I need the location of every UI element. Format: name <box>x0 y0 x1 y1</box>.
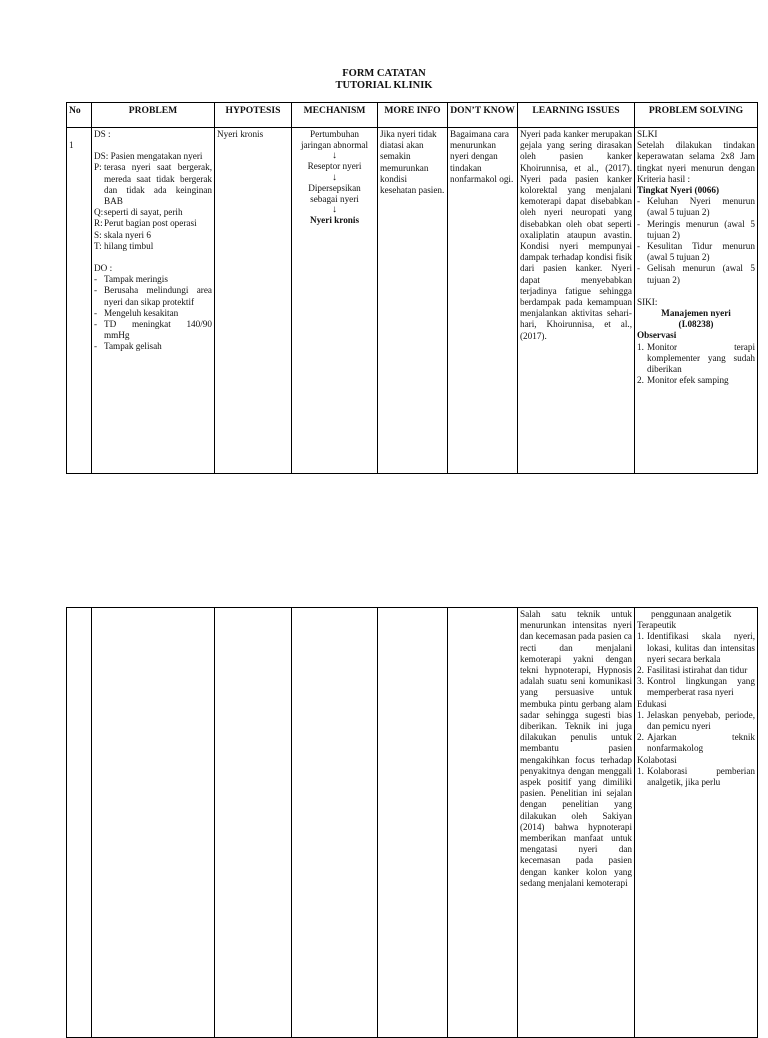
do-item: TD meningkat 140/90 mmHg <box>104 319 212 341</box>
tutorial-table-page2 <box>66 607 758 1038</box>
pqrst-q: seperti di sayat, perih <box>104 207 183 218</box>
col-header-more-info: MORE INFO <box>378 103 448 128</box>
hypotesis-cell: Nyeri kronis <box>215 128 292 474</box>
ds-text: DS: Pasien mengatakan nyeri <box>94 151 203 162</box>
mechanism-step2: Reseptor nyeri <box>307 161 362 172</box>
problem-cell <box>92 608 215 1038</box>
pqrst-r: Perut bagian post operasi <box>104 218 197 229</box>
col-header-problem: PROBLEM <box>92 103 215 128</box>
edukasi-label: Edukasi <box>637 698 667 709</box>
pqrst-t: hilang timbul <box>104 240 154 251</box>
mechanism-step3: Dipersepsikan sebagai nyeri <box>308 182 361 204</box>
edukasi-item: Jelaskan penyebab, periode, dan pemicu nyeri <box>647 709 755 732</box>
siki-label: SIKI: <box>637 296 658 307</box>
problem-solving-cell: penggunaan analgetik Terapeutik 1. Identifikasi skala nyeri, lokasi, kulitas dan intensitas nyeri secara berkala 2. Fasilitasi istirahat dan tidur 3. Kontrol lingkungan yang memperberat rasa nyeri Edukasi 1. Jelaskan penyebab, periode, dan pemicu nyeri 2. Ajarkan teknik nonfarmakolog Kolabotasi 1. Kolaborasi pemberian analgetik, jika perlu <box>635 608 758 1038</box>
do-label: DO : <box>94 263 113 274</box>
form-title: FORM CATATAN <box>342 68 426 79</box>
hypotesis-cell <box>215 608 292 1038</box>
more-info-cell <box>378 608 448 1038</box>
slki-text: Setelah dilakukan tindakan keperawatan selama 2x8 Jam tingkat nyeri menurun dengan Kriteria hasil : <box>637 140 755 184</box>
kriteria-item: Kesulitan Tidur menurun (awal 5 tujuan 2) <box>647 241 755 263</box>
kolaborasi-label: Kolabotasi <box>637 754 677 765</box>
kriteria-item: Keluhan Nyeri menurun (awal 5 tujuan 2) <box>647 196 755 218</box>
problem-cell: DS : DS: Pasien mengatakan nyeri P: terasa nyeri saat bergerak, mereda saat tidak bergerak dan tidak ada keinginan BAB Q: seperti di sayat, perih R: Perut bagian post operasi S: skala nyeri 6 T: hilang timbul DO : - Tampak meringis - Berusaha melindungi area nyeri dan sikap protektif - Mengeluh kesakitan - TD meningkat 140/90 mmHg - Tampak gelisah <box>92 128 215 474</box>
learning-issues-cell: Nyeri pada kanker merupakan gejala yang sering dirasakan oleh pasien kanker Khoirunnisa, et al., (2017). Nyeri pada pasien kanker kolorektal yang menjalani kemoterapi dapat disebabkan oleh nyeri neuropati yang disebabkan oleh obat seperti oxaliplatin ataupun avastin. Kondisi nyeri mempunyai dampak terhadap kondisi fisik dari pasien kanker. Nyeri dapat menyebabkan terjadinya fatigue sehingga berdampak pada kemampuan menjalankan aktivitas sehari-hari, Khoirunnisa, et al., (2017). <box>518 128 635 474</box>
mechanism-result: Nyeri kronis <box>309 215 360 226</box>
ds-label: DS : <box>94 129 111 139</box>
arrow-down-icon: ↓ <box>332 171 337 183</box>
do-item: Berusaha melindungi area nyeri dan sikap protektif <box>104 285 212 307</box>
slki-label: SLKI <box>637 129 658 139</box>
col-header-learning-issues: LEARNING ISSUES <box>518 103 635 128</box>
do-item: Mengeluh kesakitan <box>104 307 179 318</box>
arrow-down-icon: ↓ <box>332 204 337 216</box>
observasi-item: Monitor terapi komplementer yang sudah diberikan <box>647 341 755 375</box>
kriteria-item: Meringis menurun (awal 5 tujuan 2) <box>647 218 755 240</box>
col-header-mechanism: MECHANISM <box>292 103 378 128</box>
col-header-problem-solving: PROBLEM SOLVING <box>635 103 758 128</box>
problem-solving-cell: SLKI Setelah dilakukan tindakan keperawatan selama 2x8 Jam tingkat nyeri menurun dengan Kriteria hasil : Tingkat Nyeri (0066) - Keluhan Nyeri menurun (awal 5 tujuan 2) - Meringis menurun (awal 5 tujuan 2) - Kesulitan Tidur menurun (awal 5 tujuan 2) - Gelisah menurun (awal 5 tujuan 2) SIKI: Manajemen nyeri (I.08238) Observasi 1. Monitor terapi komplementer yang sudah diberikan 2. Monitor efek samping <box>635 128 758 474</box>
tutorial-table-page1 <box>66 102 758 474</box>
dont-know-cell <box>448 608 518 1038</box>
do-item: Tampak gelisah <box>104 341 162 352</box>
mechanism-cell <box>292 128 378 474</box>
row-number: 1 <box>67 128 92 474</box>
siki-title: Manajemen nyeri <box>661 308 731 319</box>
terapeutik-item: Kontrol lingkungan yang memperberat rasa nyeri <box>647 676 755 698</box>
col-header-hypotesis: HYPOTESIS <box>215 103 292 128</box>
pqrst-p: terasa nyeri saat bergerak, mereda saat tidak bergerak dan tidak ada keinginan BAB <box>104 162 212 207</box>
learning-issues-cell: Salah satu teknik untuk menurunkan intensitas nyeri dan kecemasan pada pasien ca recti dan menjalani kemoterapi yakni dengan tekni hypnoterapi, Hypnosis adalah suatu seni komunikasi yang persuasive untuk membuka pintu gerbang alam sadar sehingga sugesti bias diberikan. Teknik ini juga dilakukan penulis untuk membantu pasien mengakihkan focus terhadap penyakitnya dengan menggali aspek positif yang dimiliki pasien. Penelitian ini sejalan dengan penelitian yang dilakukan oleh Sakiyan (2014) bahwa hypnoterapi memberikan manfaat untuk mengatasi nyeri dan kecemasan pada pasien dengan kanker kolon yang sedang menjalani kemoterapi <box>518 608 635 1038</box>
row-number <box>67 608 92 1038</box>
terapeutik-item: Identifikasi skala nyeri, lokasi, kulitas dan intensitas nyeri secara berkala <box>647 631 755 664</box>
terapeutik-label: Terapeutik <box>637 620 677 631</box>
arrow-down-icon: ↓ <box>332 150 337 162</box>
siki-code: (I.08238) <box>678 319 714 330</box>
mechanism-cell <box>292 608 378 1038</box>
kolaborasi-item: Kolaborasi pemberian analgetik, jika perlu <box>647 765 755 788</box>
edukasi-item: Ajarkan teknik nonfarmakolog <box>647 732 755 754</box>
continued-text: penggunaan analgetik <box>651 609 732 619</box>
mechanism-step1: Pertumbuhan jaringan abnormal <box>300 129 369 151</box>
more-info-cell: Jika nyeri tidak diatasi akan semakin memurunkan kondisi kesehatan pasien. <box>378 128 448 474</box>
kriteria-item: Gelisah menurun (awal 5 tujuan 2) <box>647 263 755 285</box>
tingkat-nyeri-label: Tingkat Nyeri (0066) <box>637 185 720 196</box>
pqrst-s: skala nyeri 6 <box>104 229 151 240</box>
observasi-label: Observasi <box>637 330 677 341</box>
terapeutik-item: Fasilitasi istirahat dan tidur <box>647 665 748 676</box>
form-subtitle: TUTORIAL KLINIK <box>335 80 433 91</box>
observasi-item: Monitor efek samping <box>647 375 729 386</box>
dont-know-cell: Bagaimana cara menurunkan nyeri dengan tindakan nonfarmakol ogi. <box>448 128 518 474</box>
col-header-dont-know: DON’T KNOW <box>448 103 518 128</box>
do-item: Tampak meringis <box>104 274 168 285</box>
col-header-no: No <box>67 103 92 128</box>
